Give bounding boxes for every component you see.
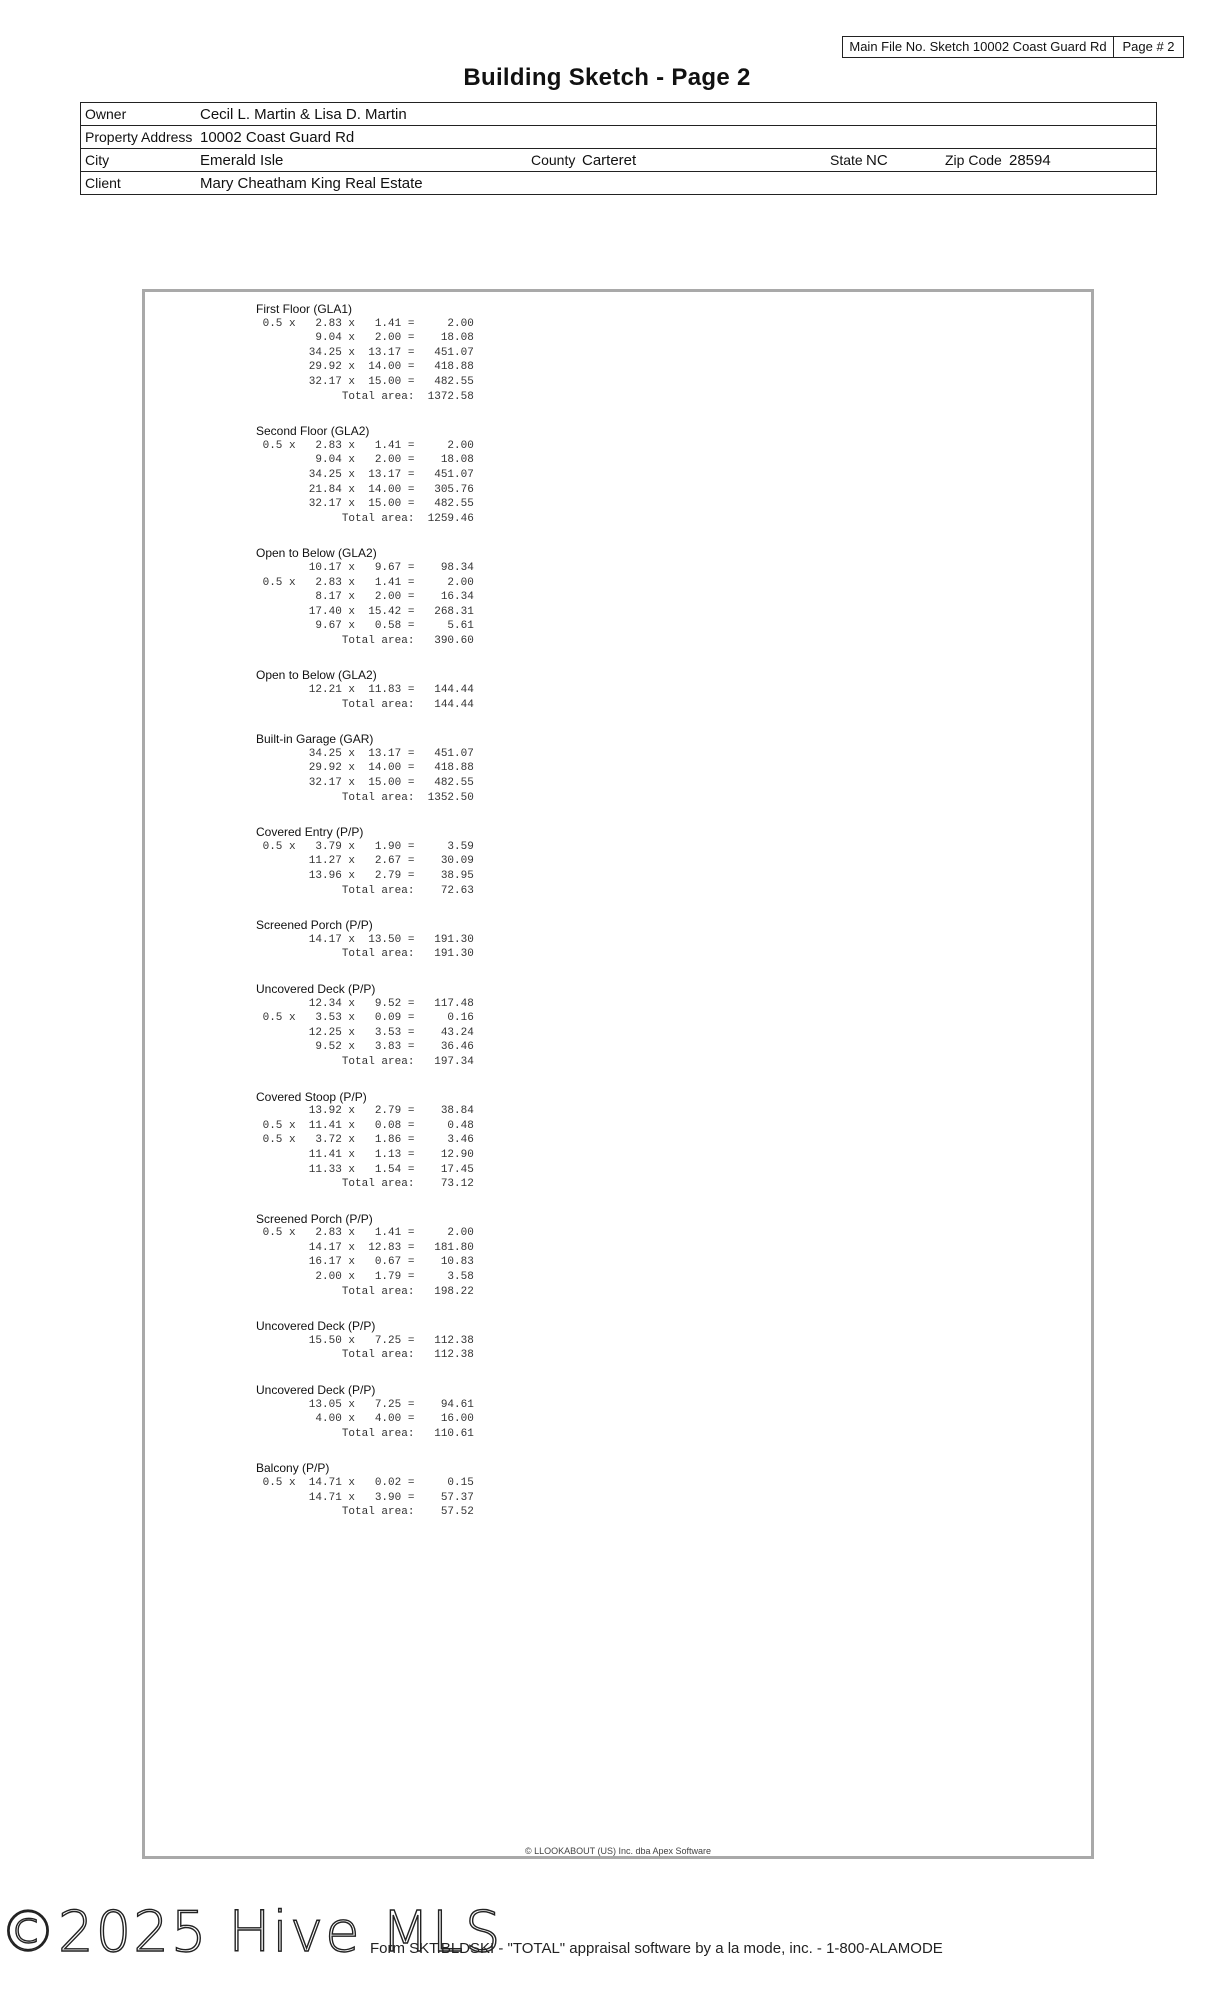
address-row xyxy=(81,126,1156,149)
area-calc-line: 0.5 x 2.83 x 1.41 = 2.00 xyxy=(256,576,474,589)
area-calc-line: 0.5 x 2.83 x 1.41 = 2.00 xyxy=(256,317,474,330)
area-calc-line: 11.41 x 1.13 = 12.90 xyxy=(256,1148,474,1161)
area-calc-line: 12.25 x 3.53 = 43.24 xyxy=(256,1026,474,1039)
address-label: Property Address xyxy=(85,129,193,145)
area-calc-line: 0.5 x 14.71 x 0.02 = 0.15 xyxy=(256,1477,474,1489)
area-section-title: Uncovered Deck (P/P) xyxy=(256,1383,376,1398)
client-label: Client xyxy=(85,175,121,191)
area-calc-line: 16.17 x 0.67 = 10.83 xyxy=(256,1256,474,1269)
area-section xyxy=(256,1319,474,1363)
area-calc-line: 34.25 x 13.17 = 451.07 xyxy=(256,747,474,760)
area-total-line: Total area: 198.22 xyxy=(256,1285,474,1298)
area-section-title: Uncovered Deck (P/P) xyxy=(256,1319,376,1334)
area-section-title: Second Floor (GLA2) xyxy=(256,424,370,439)
area-total-line: Total area: 390.60 xyxy=(256,634,474,647)
area-total-line: Total area: 73.12 xyxy=(256,1178,474,1191)
area-calc-line: 15.50 x 7.25 = 112.38 xyxy=(256,1334,474,1347)
area-section-title: Open to Below (GLA2) xyxy=(256,668,377,683)
area-calc-line: 13.92 x 2.79 = 38.84 xyxy=(256,1105,474,1118)
area-section xyxy=(256,424,474,526)
area-calc-line: 13.05 x 7.25 = 94.61 xyxy=(256,1398,474,1411)
area-section xyxy=(256,918,474,962)
area-calc-line: 9.52 x 3.83 = 36.46 xyxy=(256,1041,474,1054)
area-calc-line: 13.96 x 2.79 = 38.95 xyxy=(256,870,474,882)
county-label: County xyxy=(531,152,576,168)
area-calc-line: 14.17 x 12.83 = 181.80 xyxy=(256,1241,474,1254)
area-calculations xyxy=(256,302,474,1540)
area-section-title: Open to Below (GLA2) xyxy=(256,546,377,561)
area-calc-line: 0.5 x 3.72 x 1.86 = 3.46 xyxy=(256,1134,474,1147)
watermark: ©2025 Hive MLS xyxy=(0,1900,503,1965)
area-calc-line: 12.34 x 9.52 = 117.48 xyxy=(256,997,474,1010)
area-calc-line: 29.92 x 14.00 = 418.88 xyxy=(256,762,474,775)
area-calc-line: 29.92 x 14.00 = 418.88 xyxy=(256,361,474,374)
area-calc-line: 14.71 x 3.90 = 57.37 xyxy=(256,1491,474,1504)
area-section-title: Uncovered Deck (P/P) xyxy=(256,981,376,996)
area-total-line: Total area: 72.63 xyxy=(256,884,474,897)
state-value: NC xyxy=(866,152,888,169)
area-calc-line: 11.33 x 1.54 = 17.45 xyxy=(256,1163,474,1176)
area-calc-line: 9.04 x 2.00 = 18.08 xyxy=(256,454,474,467)
area-section xyxy=(256,546,474,648)
area-calc-line: 14.17 x 13.50 = 191.30 xyxy=(256,933,474,946)
area-total-line: Total area: 1352.50 xyxy=(256,791,474,804)
area-calc-line: 0.5 x 2.83 x 1.41 = 2.00 xyxy=(256,1227,474,1240)
area-total-line: Total area: 191.30 xyxy=(256,948,474,961)
area-total-line: Total area: 1259.46 xyxy=(256,512,474,525)
area-section-title: Balcony (P/P) xyxy=(256,1461,330,1476)
client-row xyxy=(81,172,1156,194)
state-label: State xyxy=(830,152,863,168)
area-calc-line: 2.00 x 1.79 = 3.58 xyxy=(256,1271,474,1284)
area-calc-line: 9.04 x 2.00 = 18.08 xyxy=(256,332,474,345)
client-value: Mary Cheatham King Real Estate xyxy=(200,175,423,192)
area-calc-line: 0.5 x 11.41 x 0.08 = 0.48 xyxy=(256,1119,474,1132)
area-calc-line: 0.5 x 3.53 x 0.09 = 0.16 xyxy=(256,1012,474,1025)
area-calc-line: 32.17 x 15.00 = 482.55 xyxy=(256,498,474,511)
area-section xyxy=(256,825,474,898)
sketch-area-box xyxy=(142,289,1094,1859)
area-section xyxy=(256,1212,474,1300)
area-calc-line: 17.40 x 15.42 = 268.31 xyxy=(256,605,474,618)
area-section xyxy=(256,668,474,712)
area-total-line: Total area: 112.38 xyxy=(256,1349,474,1362)
city-row xyxy=(81,149,1156,172)
area-total-line: Total area: 1372.58 xyxy=(256,390,474,403)
area-calc-line: 4.00 x 4.00 = 16.00 xyxy=(256,1413,474,1426)
area-section xyxy=(256,1461,474,1519)
area-section xyxy=(256,982,474,1070)
area-calc-line: 21.84 x 14.00 = 305.76 xyxy=(256,483,474,496)
area-calc-line: 11.27 x 2.67 = 30.09 xyxy=(256,855,474,868)
owner-value: Cecil L. Martin & Lisa D. Martin xyxy=(200,106,407,123)
area-section-title: Screened Porch (P/P) xyxy=(256,1211,373,1226)
zip-label: Zip Code xyxy=(945,152,1002,168)
page-title: Building Sketch - Page 2 xyxy=(463,64,751,91)
footer-text: Form SKT.BLDSKI - "TOTAL" appraisal software by a la mode, inc. - 1-800-ALAMODE xyxy=(370,1940,943,1957)
county-value: Carteret xyxy=(582,152,637,169)
page-number: Page # 2 xyxy=(1114,36,1184,58)
city-label: City xyxy=(85,152,110,168)
area-section xyxy=(256,1383,474,1441)
area-calc-line: 0.5 x 2.83 x 1.41 = 2.00 xyxy=(256,439,474,452)
area-section-title: Covered Stoop (P/P) xyxy=(256,1089,367,1104)
area-calc-line: 12.21 x 11.83 = 144.44 xyxy=(256,684,474,697)
owner-row xyxy=(81,103,1156,126)
area-total-line: Total area: 57.52 xyxy=(256,1506,474,1519)
area-calc-line: 9.67 x 0.58 = 5.61 xyxy=(256,620,474,633)
area-calc-line: 32.17 x 15.00 = 482.55 xyxy=(256,375,474,388)
area-calc-line: 34.25 x 13.17 = 451.07 xyxy=(256,468,474,481)
area-section-title: Screened Porch (P/P) xyxy=(256,918,373,933)
area-calc-line: 0.5 x 3.79 x 1.90 = 3.59 xyxy=(256,840,474,853)
area-calc-line: 34.25 x 13.17 = 451.07 xyxy=(256,346,474,359)
property-info-table xyxy=(80,102,1157,195)
area-section-title: Covered Entry (P/P) xyxy=(256,825,364,840)
area-calc-line: 32.17 x 15.00 = 482.55 xyxy=(256,777,474,790)
city-value: Emerald Isle xyxy=(200,152,284,169)
area-calc-line: 8.17 x 2.00 = 16.34 xyxy=(256,591,474,604)
area-total-line: Total area: 197.34 xyxy=(256,1055,474,1068)
owner-label: Owner xyxy=(85,106,127,122)
area-section xyxy=(256,302,474,404)
area-calc-line: 10.17 x 9.67 = 98.34 xyxy=(256,561,474,574)
area-section-title: Built-in Garage (GAR) xyxy=(256,732,374,747)
area-section-title: First Floor (GLA1) xyxy=(256,302,353,316)
area-total-line: Total area: 110.61 xyxy=(256,1427,474,1440)
area-section xyxy=(256,732,474,805)
zip-value: 28594 xyxy=(1009,152,1051,169)
sketch-copyright: © LLOOKABOUT (US) Inc. dba Apex Software xyxy=(524,1846,712,1856)
area-total-line: Total area: 144.44 xyxy=(256,698,474,711)
address-value: 10002 Coast Guard Rd xyxy=(200,129,355,146)
main-file-number: Main File No. Sketch 10002 Coast Guard Rd xyxy=(842,36,1114,58)
area-section xyxy=(256,1090,474,1192)
